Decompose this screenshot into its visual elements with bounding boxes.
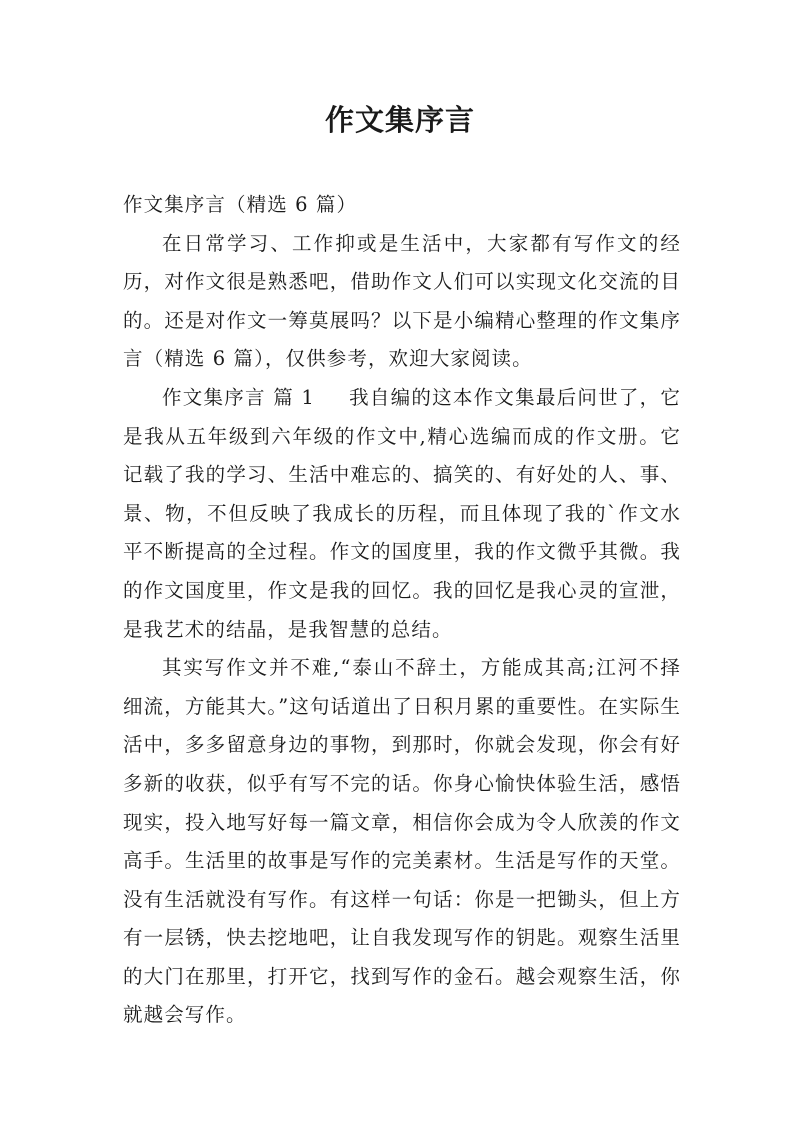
document-subtitle: 作文集序言（精选 6 篇）: [123, 193, 358, 216]
section-1-text: 我自编的这本作文集最后问世了，它是我从五年级到六年级的作文中,精心选编而成的作文册。它记载了我的学习、生活中难忘的、搞笑的、有好处的人、事、景、物，不但反映了我成长的历程，而且体现了我的`作文水平不断提高的全过程。作文的国度里，我的作文微乎其微。我的作文国度里，作文是我的回忆。我的回忆是我心灵的宣泄，是我艺术的结晶，是我智慧的总结。: [123, 385, 681, 641]
section-1-heading: 作文集序言 篇 1: [162, 385, 315, 409]
body-paragraph-2: 其实写作文并不难,“泰山不辞土，方能成其高;江河不择细流，方能其大。”这句话道出了日积月累的重要性。在实际生活中，多多留意身边的事物，到那时，你就会发现，你会有好多新的收获，似乎有写不完的话。你身心愉快体验生活，感悟现实，投入地写好每一篇文章，相信你会成为令人欣羡的作文高手。生活里的故事是写作的完美素材。生活是写作的天堂。没有生活就没有写作。有这样一句话：你是一把锄头，但上方有一层锈，快去挖地吧，让自我发现写作的钥匙。观察生活里的大门在那里，打开它，找到写作的金石。越会观察生活，你就越会写作。: [123, 656, 681, 1027]
intro-paragraph: 在日常学习、工作抑或是生活中，大家都有写作文的经历，对作文很是熟悉吧，借助作文人们可以实现文化交流的目的。还是对作文一筹莫展吗？以下是小编精心整理的作文集序言（精选 6 篇），仅供参考，欢迎大家阅读。: [123, 231, 681, 371]
section-1-paragraph: [123, 379, 681, 649]
document-body: [123, 186, 681, 1035]
document-title: 作文集序言: [324, 103, 475, 137]
